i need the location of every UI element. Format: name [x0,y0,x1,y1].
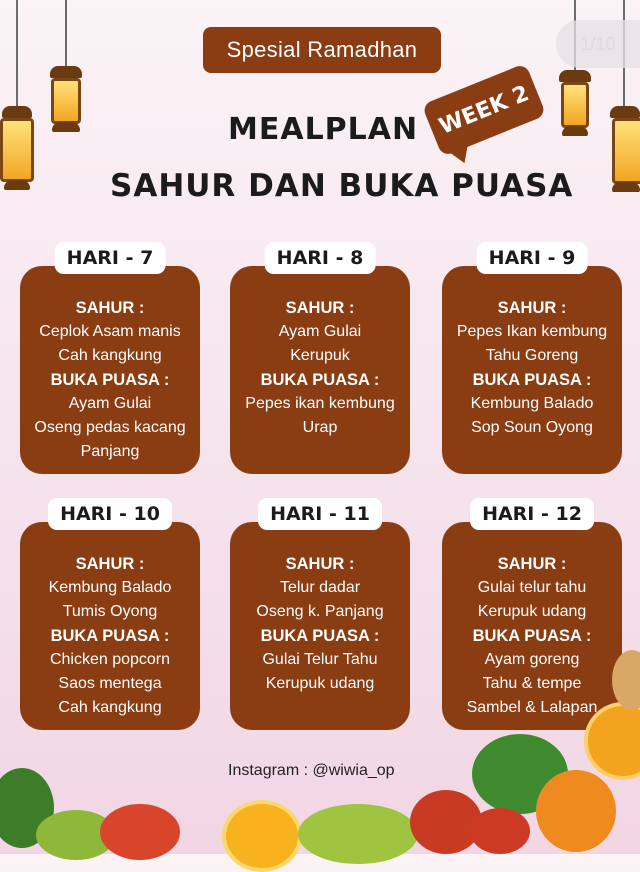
menu-item: Cah kangkung [58,699,162,716]
menu-item: Gulai telur tahu [477,579,587,596]
menu-item: Tumis Oyong [62,603,158,620]
meal-card [20,503,200,730]
sahur-label: SAHUR : [497,555,567,573]
week-tag-label: WEEK 2 [435,80,533,140]
buka-label: BUKA PUASA : [260,371,380,389]
buka-label: BUKA PUASA : [50,371,170,389]
day-label: HARI - 12 [470,498,594,530]
special-ramadhan-badge: Spesial Ramadhan [203,27,441,73]
menu-item: Ayam goreng [484,651,580,668]
menu-item: Panjang [80,443,140,460]
menu-item: Chicken popcorn [49,651,171,668]
menu-item: Gulai Telur Tahu [262,651,378,668]
menu-item: Sop Soun Oyong [471,419,593,436]
sahur-label: SAHUR : [497,299,567,317]
instagram-handle: Instagram : @wiwia_op [228,762,395,779]
week-tag [422,63,547,157]
day-label: HARI - 11 [258,498,382,530]
sahur-label: SAHUR : [285,555,355,573]
menu-item: Kerupuk [290,347,350,364]
menu-item: Oseng k. Panjang [256,603,384,620]
lantern-icon [0,0,34,200]
sahur-label: SAHUR : [75,299,145,317]
day-label: HARI - 10 [48,498,172,530]
day-label: HARI - 7 [55,242,166,274]
meal-card [442,247,622,474]
menu-item: Tahu Goreng [485,347,579,364]
menu-item: Ceplok Asam manis [39,323,181,340]
sahur-label: SAHUR : [75,555,145,573]
menu-item: Oseng pedas kacang [34,419,186,436]
meal-card [230,247,410,474]
menu-item: Kerupuk udang [477,603,587,620]
buka-label: BUKA PUASA : [472,627,592,645]
menu-item: Tahu & tempe [482,675,582,692]
menu-item: Pepes ikan kembung [245,395,395,412]
menu-item: Ayam Gulai [278,323,362,340]
menu-item: Telur dadar [279,579,361,596]
meal-card [230,503,410,730]
menu-item: Urap [302,419,338,436]
buka-label: BUKA PUASA : [472,371,592,389]
menu-item: Sambel & Lalapan [466,699,598,716]
menu-item: Ayam Gulai [68,395,152,412]
day-label: HARI - 8 [265,242,376,274]
day-label: HARI - 9 [477,242,588,274]
menu-item: Kerupuk udang [265,675,375,692]
buka-label: BUKA PUASA : [260,627,380,645]
menu-item: Saos mentega [58,675,162,692]
menu-item: Pepes Ikan kembung [456,323,608,340]
lantern-icon [48,0,84,140]
meal-card [20,247,200,474]
menu-item: Kembung Balado [470,395,594,412]
menu-item: Kembung Balado [48,579,172,596]
menu-item: Cah kangkung [58,347,162,364]
title-mealplan: MEALPLAN [228,112,419,147]
meal-card [442,503,622,730]
buka-label: BUKA PUASA : [50,627,170,645]
title-sahur-buka: SAHUR DAN BUKA PUASA [110,168,574,204]
sahur-label: SAHUR : [285,299,355,317]
page-indicator: 1/10 [556,20,640,68]
